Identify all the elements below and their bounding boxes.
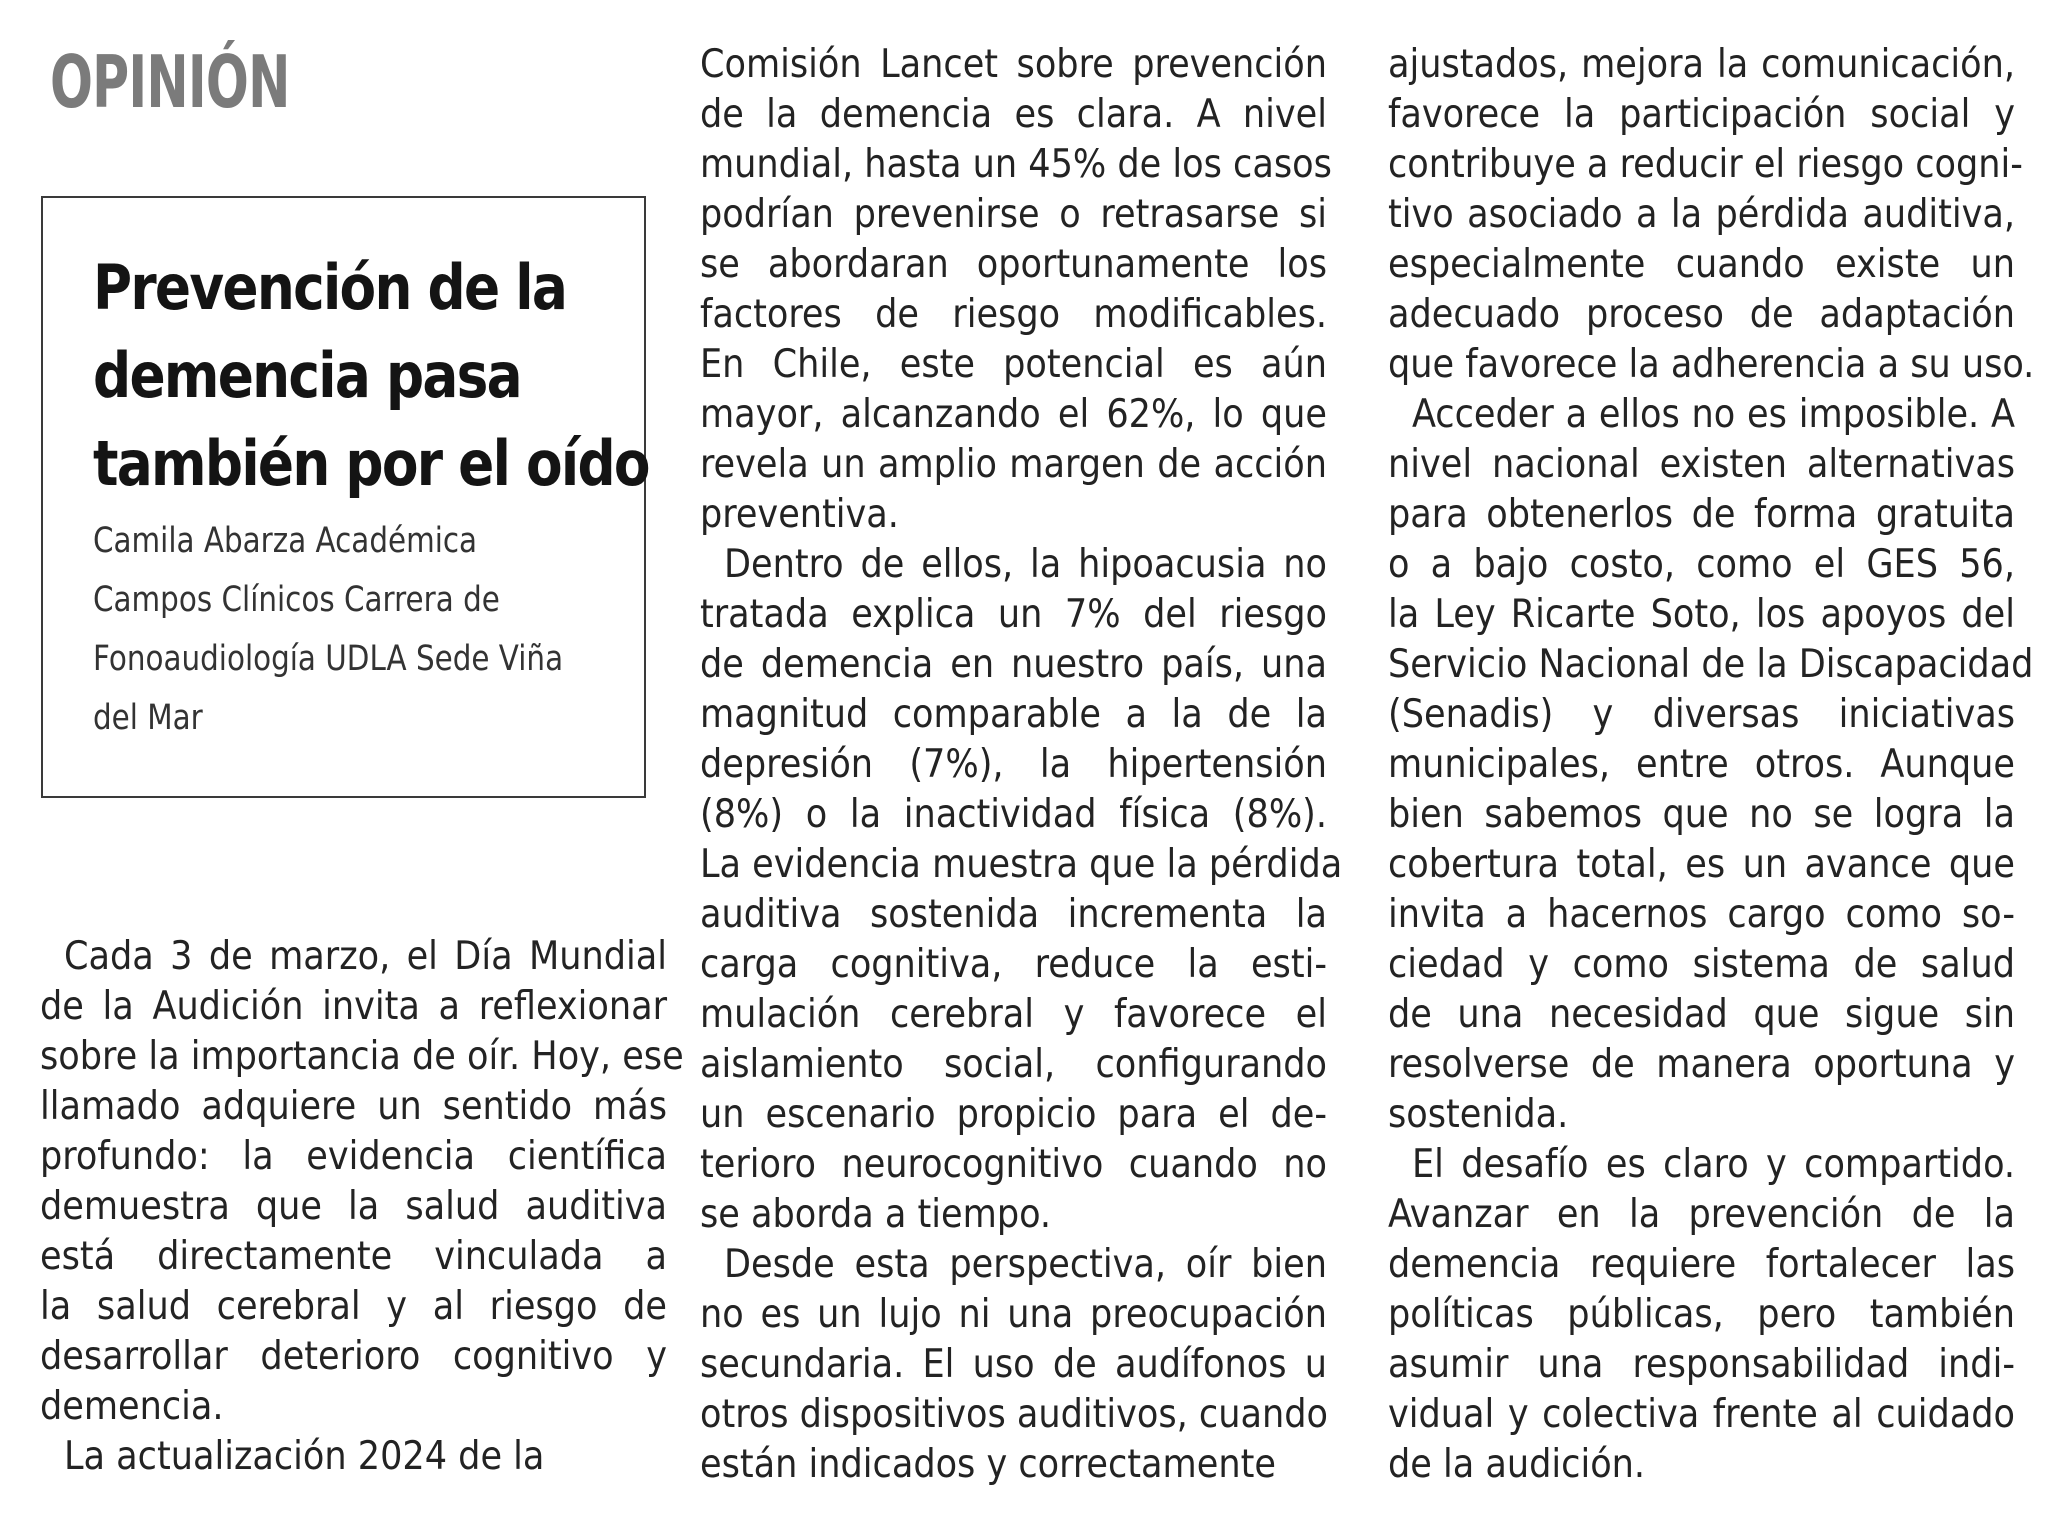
section-label: OPINIÓN <box>50 40 290 124</box>
text-line: nivel nacional existen alternativas <box>1388 442 2015 487</box>
text-line: sostenida. <box>1388 1092 1569 1137</box>
author-byline <box>93 512 597 748</box>
text-line: Desde esta perspectiva, oír bien <box>724 1242 1327 1287</box>
text-line: desarrollar deterioro cognitivo y <box>40 1334 667 1379</box>
text-line: Cada 3 de marzo, el Día Mundial <box>64 934 667 979</box>
article-paragraph <box>700 1240 1327 1490</box>
text-line: la salud cerebral y al riesgo de <box>40 1284 667 1329</box>
text-line: (Senadis) y diversas iniciativas <box>1388 692 2015 737</box>
text-line: de la audición. <box>1388 1442 1646 1487</box>
text-line: otros dispositivos auditivos, cuando <box>700 1392 1328 1437</box>
text-line: Avanzar en la prevención de la <box>1388 1192 2015 1237</box>
headline-line: también por el oído <box>93 427 649 500</box>
text-line: ciedad y como sistema de salud <box>1388 942 2015 987</box>
text-line: cobertura total, es un avance que <box>1388 842 2015 887</box>
text-line: demuestra que la salud auditiva <box>40 1184 667 1229</box>
text-line: Servicio Nacional de la Discapacidad <box>1388 642 2034 687</box>
text-line: magnitud comparable a la de la <box>700 692 1327 737</box>
byline-line: Camila Abarza Académica <box>93 521 478 561</box>
text-line: depresión (7%), la hipertensión <box>700 742 1327 787</box>
text-line: resolverse de manera oportuna y <box>1388 1042 2015 1087</box>
text-line: están indicados y correctamente <box>700 1442 1276 1487</box>
text-line: (8%) o la inactividad física (8%). <box>700 792 1327 837</box>
headline-line: demencia pasa <box>93 339 521 412</box>
text-line: tratada explica un 7% del riesgo <box>700 592 1327 637</box>
text-line: que favorece la adherencia a su uso. <box>1388 342 2035 387</box>
text-line: auditiva sostenida incrementa la <box>700 892 1327 937</box>
article-paragraph <box>40 932 684 1432</box>
text-line: vidual y colectiva frente al cuidado <box>1388 1392 2015 1437</box>
text-line: Dentro de ellos, la hipoacusia no <box>724 542 1327 587</box>
text-line: municipales, entre otros. Aunque <box>1388 742 2015 787</box>
text-line: sobre la importancia de oír. Hoy, ese <box>40 1034 684 1079</box>
text-line: demencia. <box>40 1384 224 1429</box>
text-line: factores de riesgo modificables. <box>700 292 1327 337</box>
article-headline <box>93 244 649 508</box>
byline-line: del Mar <box>93 698 203 738</box>
text-line: mayor, alcanzando el 62%, lo que <box>700 392 1327 437</box>
text-line: preventiva. <box>700 492 899 537</box>
article-paragraph <box>700 540 1343 1240</box>
text-line: adecuado proceso de adaptación <box>1388 292 2015 337</box>
text-line: de la Audición invita a reflexionar <box>40 984 667 1029</box>
article-paragraph <box>1388 1140 2015 1490</box>
text-line: llamado adquiere un sentido más <box>40 1084 667 1129</box>
headline-line: Prevención de la <box>93 251 567 324</box>
text-line: se aborda a tiempo. <box>700 1192 1052 1237</box>
text-line: La actualización 2024 de la <box>64 1434 545 1479</box>
text-line: bien sabemos que no se logra la <box>1388 792 2015 837</box>
article-paragraph <box>1388 390 2034 1140</box>
text-line: mulación cerebral y favorece el <box>700 992 1327 1037</box>
text-line: favorece la participación social y <box>1388 92 2015 137</box>
text-line: asumir una responsabilidad indi- <box>1388 1342 2015 1387</box>
text-line: secundaria. El uso de audífonos u <box>700 1342 1327 1387</box>
text-line: terioro neurocognitivo cuando no <box>700 1142 1327 1187</box>
text-line: de demencia en nuestro país, una <box>700 642 1327 687</box>
text-line: no es un lujo ni una preocupación <box>700 1292 1327 1337</box>
text-line: o a bajo costo, como el GES 56, <box>1388 542 2015 587</box>
text-line: Comisión Lancet sobre prevención <box>700 42 1327 87</box>
text-line: Acceder a ellos no es imposible. A <box>1412 392 2015 437</box>
article-paragraph <box>700 40 1332 540</box>
text-line: políticas públicas, pero también <box>1388 1292 2015 1337</box>
text-line: la Ley Ricarte Soto, los apoyos del <box>1388 592 2015 637</box>
article-column-3 <box>1388 40 2035 1490</box>
text-line: aislamiento social, configurando <box>700 1042 1327 1087</box>
text-line: El desafío es claro y compartido. <box>1412 1142 2015 1187</box>
byline-line: Campos Clínicos Carrera de <box>93 580 500 620</box>
text-line: un escenario propicio para el de- <box>700 1092 1327 1137</box>
text-line: contribuye a reducir el riesgo cogni- <box>1388 142 2023 187</box>
text-line: profundo: la evidencia científica <box>40 1134 667 1179</box>
text-line: En Chile, este potencial es aún <box>700 342 1327 387</box>
text-line: podrían prevenirse o retrasarse si <box>700 192 1327 237</box>
text-line: para obtenerlos de forma gratuita <box>1388 492 2015 537</box>
byline-line: Fonoaudiología UDLA Sede Viña <box>93 639 564 679</box>
text-line: de una necesidad que sigue sin <box>1388 992 2015 1037</box>
text-line: La evidencia muestra que la pérdida <box>700 842 1343 887</box>
text-line: ajustados, mejora la comunicación, <box>1388 42 2015 87</box>
article-column-1 <box>40 932 684 1482</box>
text-line: carga cognitiva, reduce la esti- <box>700 942 1327 987</box>
text-line: especialmente cuando existe un <box>1388 242 2015 287</box>
article-paragraph <box>1388 40 2035 390</box>
text-line: está directamente vinculada a <box>40 1234 667 1279</box>
text-line: tivo asociado a la pérdida auditiva, <box>1388 192 2015 237</box>
text-line: revela un amplio margen de acción <box>700 442 1327 487</box>
text-line: demencia requiere fortalecer las <box>1388 1242 2015 1287</box>
text-line: se abordaran oportunamente los <box>700 242 1327 287</box>
text-line: de la demencia es clara. A nivel <box>700 92 1327 137</box>
text-line: invita a hacernos cargo como so- <box>1388 892 2015 937</box>
text-line: mundial, hasta un 45% de los casos <box>700 142 1332 187</box>
headline-box <box>41 196 649 798</box>
article-column-2 <box>700 40 1343 1490</box>
article-paragraph <box>40 1432 667 1482</box>
